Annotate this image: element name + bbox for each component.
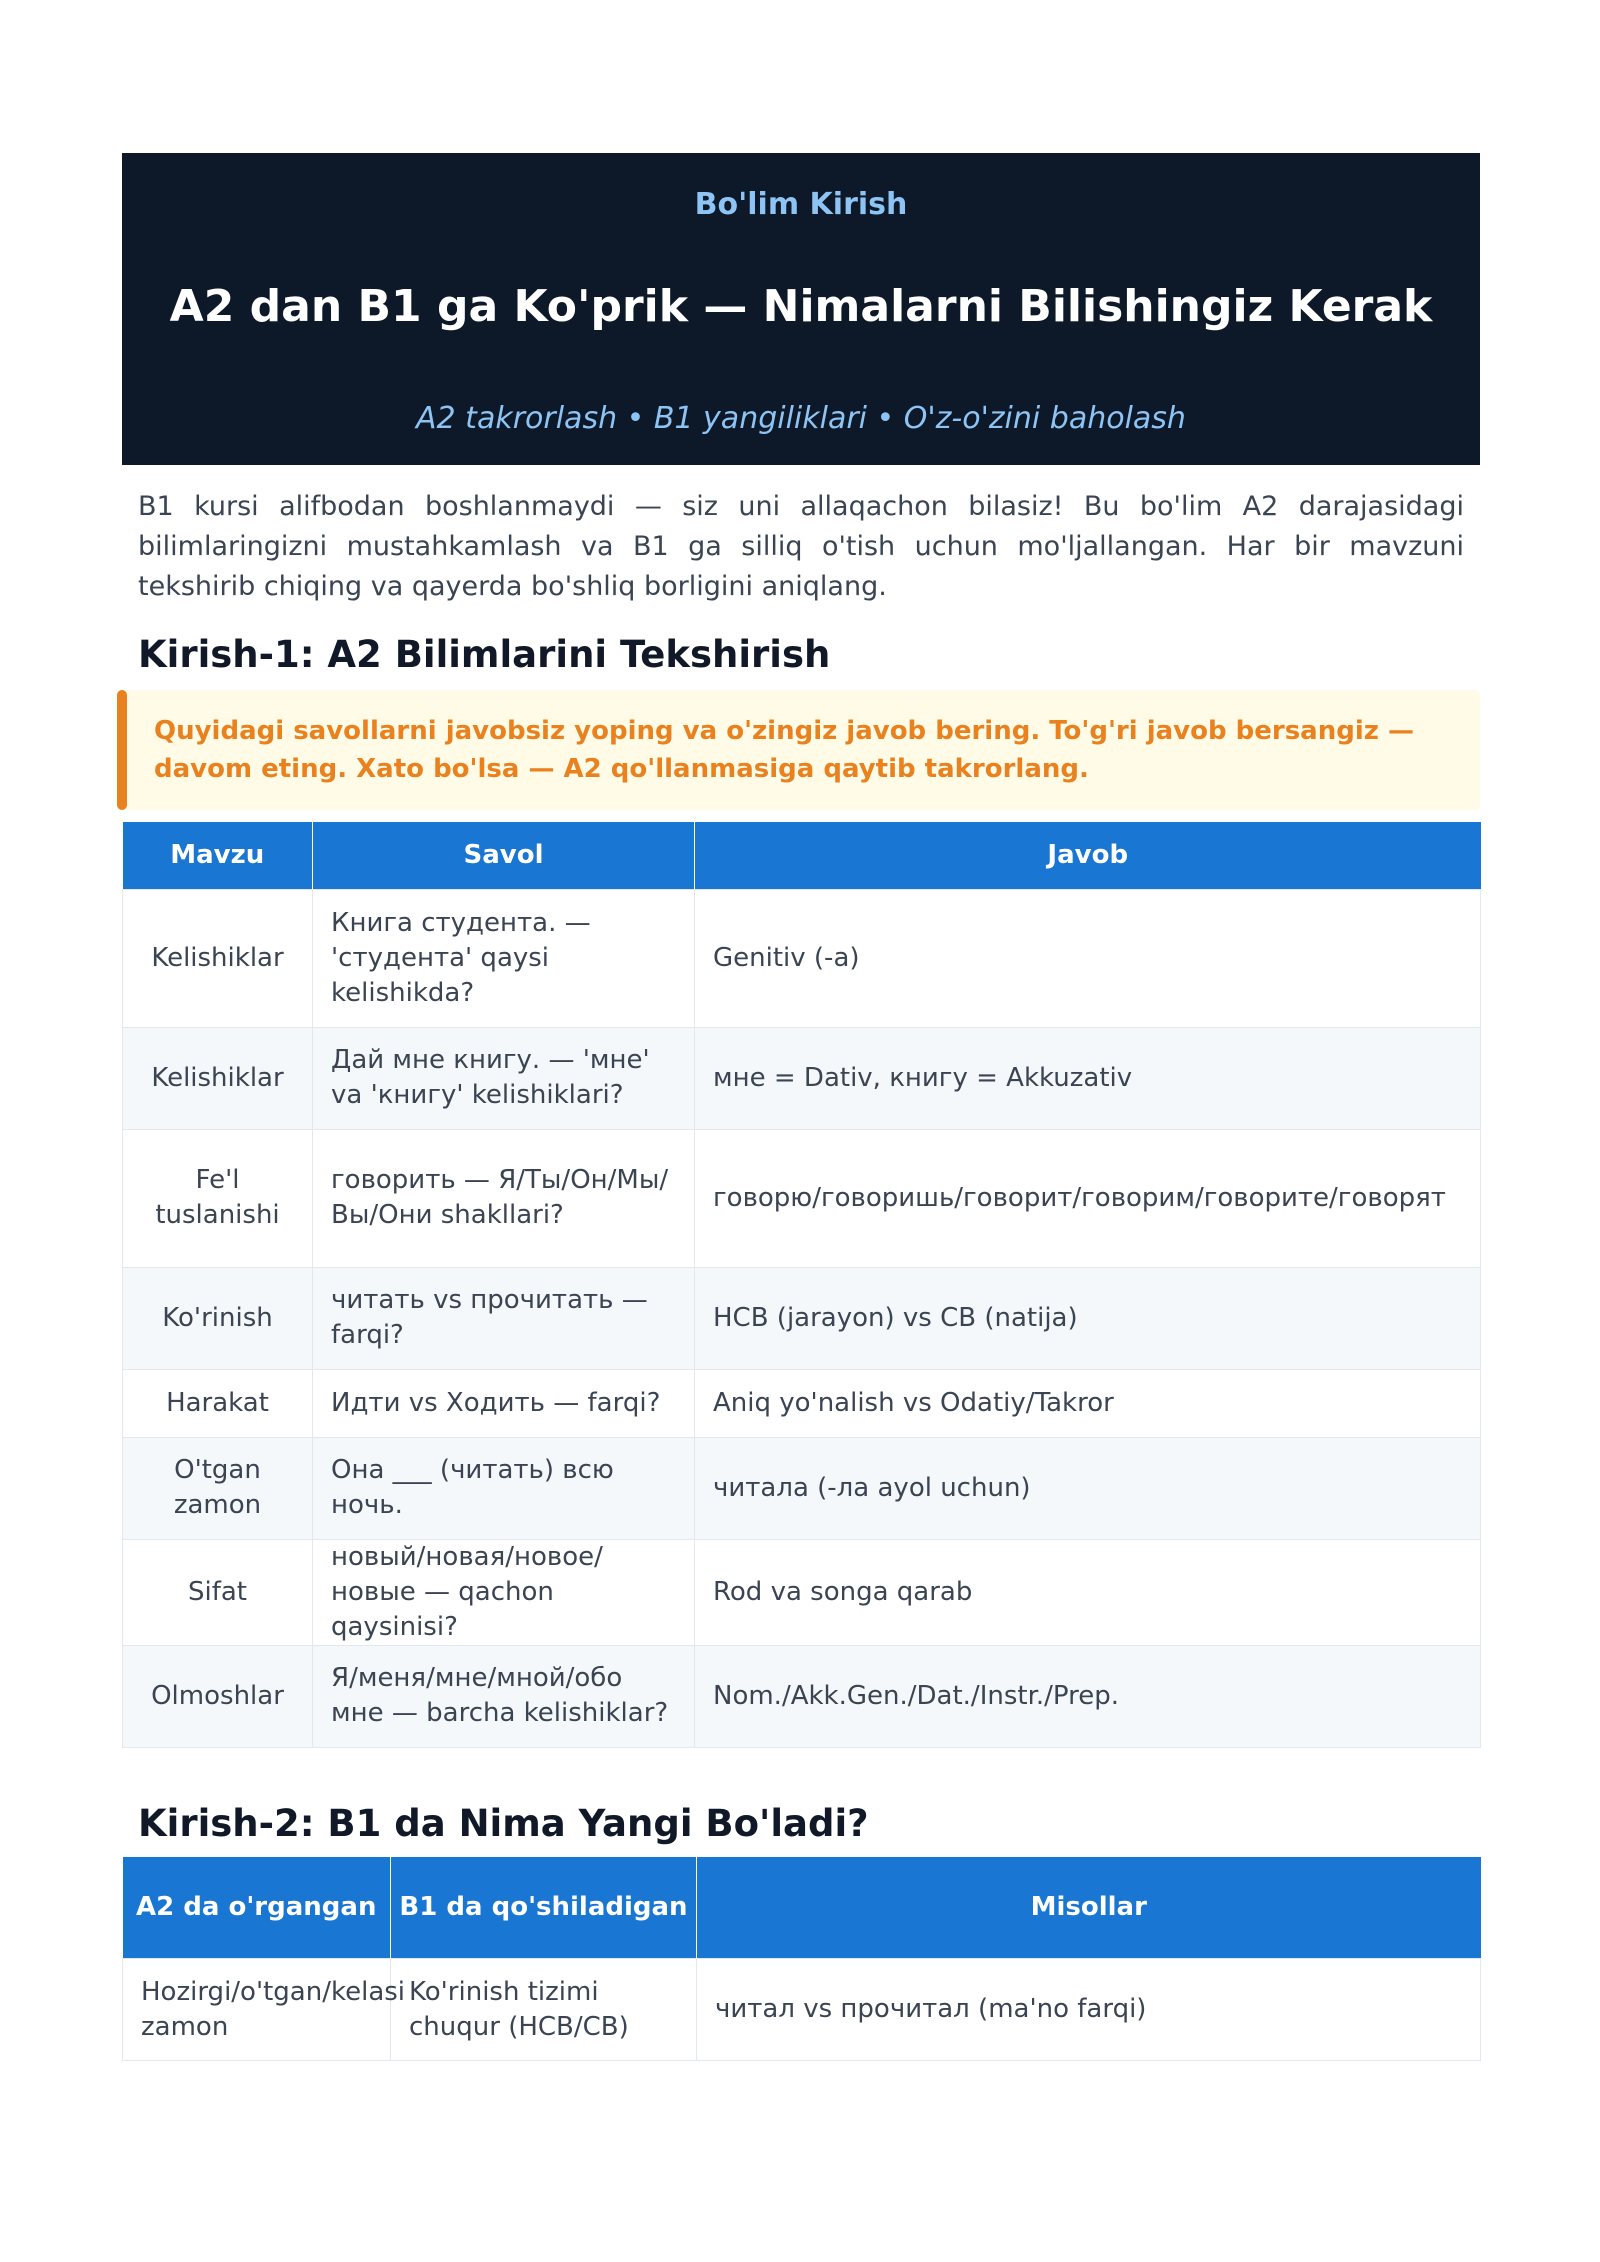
topic-cell: Sifat (123, 1539, 313, 1645)
section2-heading: Kirish-2: B1 da Nima Yangi Bo'ladi? (138, 1801, 869, 1845)
column-header-b1-added: B1 da qo'shiladigan (391, 1857, 697, 1959)
table-row (123, 889, 1481, 1027)
answer-cell: мне = Dativ, книгу = Akkuzativ (695, 1027, 1481, 1129)
table-row (123, 1267, 1481, 1369)
callout-accent-bar (117, 690, 127, 810)
answer-cell: Nom./Akk.Gen./Dat./Instr./Prep. (695, 1645, 1481, 1747)
table-header-row (123, 822, 1481, 889)
column-header-a2-learned: A2 da o'rgangan (123, 1857, 391, 1959)
table-row (123, 1027, 1481, 1129)
column-header-examples: Misollar (697, 1857, 1481, 1959)
page-title: A2 dan B1 ga Ko'prik — Nimalarni Bilishingiz Kerak (169, 281, 1433, 332)
intro-paragraph: B1 kursi alifbodan boshlanmaydi — siz uni allaqachon bilasiz! Bu bo'lim A2 darajasidagi bilimlaringizni mustahkamlash va B1 ga silliq o'tish uchun mo'ljallangan. Har bir mavzuni tekshirib chiqing va qayerda bo'shliq borligini aniqlang. (138, 491, 1464, 602)
topic-cell: Kelishiklar (123, 889, 313, 1027)
question-cell: Она ___ (читать) всю ночь. (313, 1437, 695, 1539)
page-subtitle: A2 takrorlash • B1 yangiliklari • O'z-o'zini baholash (416, 401, 1186, 436)
a2-learned-cell: Hozirgi/o'tgan/kelasi zamon (123, 1959, 391, 2061)
topic-cell: Harakat (123, 1369, 313, 1437)
table-row (123, 1959, 1481, 2061)
table-header-row (123, 1857, 1481, 1959)
b1-added-cell: Ko'rinish tizimi chuqur (НСВ/СВ) (391, 1959, 697, 2061)
question-cell: читать vs прочитать — farqi? (313, 1267, 695, 1369)
topic-cell: Olmoshlar (123, 1645, 313, 1747)
table-row (123, 1539, 1481, 1645)
topic-cell: O'tgan zamon (123, 1437, 313, 1539)
section-kicker: Bo'lim Kirish (694, 187, 908, 222)
question-cell: Идти vs Ходить — farqi? (313, 1369, 695, 1437)
instruction-callout (122, 690, 1480, 810)
table-row (123, 1369, 1481, 1437)
question-cell: Дай мне книгу. — 'мне' va 'книгу' kelishiklari? (313, 1027, 695, 1129)
table-row (123, 1437, 1481, 1539)
topic-cell: Kelishiklar (123, 1027, 313, 1129)
table-row (123, 1645, 1481, 1747)
answer-cell: НСВ (jarayon) vs СВ (natija) (695, 1267, 1481, 1369)
a2-check-table (122, 822, 1481, 1748)
section1-heading: Kirish-1: A2 Bilimlarini Tekshirish (138, 633, 831, 676)
question-cell: говорить — Я/Ты/Он/Мы/Вы/Они shakllari? (313, 1129, 695, 1267)
question-cell: новый/новая/новое/новые — qachon qaysinisi? (313, 1539, 695, 1645)
table-row (123, 1129, 1481, 1267)
column-header-answer: Javob (695, 822, 1481, 889)
answer-cell: читала (-ла ayol uchun) (695, 1437, 1481, 1539)
column-header-question: Savol (313, 822, 695, 889)
answer-cell: Aniq yo'nalish vs Odatiy/Takror (695, 1369, 1481, 1437)
topic-cell: Ko'rinish (123, 1267, 313, 1369)
topic-cell: Fe'l tuslanishi (123, 1129, 313, 1267)
b1-new-table (122, 1857, 1481, 2062)
callout-text: Quyidagi savollarni javobsiz yoping va o'zingiz javob bering. To'g'ri javob bersangiz — davom eting. Xato bo'lsa — A2 qo'llanmasiga qaytib takrorlang. (154, 716, 1414, 784)
column-header-topic: Mavzu (123, 822, 313, 889)
section-header-banner (122, 153, 1480, 465)
answer-cell: Genitiv (-a) (695, 889, 1481, 1027)
question-cell: Я/меня/мне/мной/обо мне — barcha kelishiklar? (313, 1645, 695, 1747)
answer-cell: говорю/говоришь/говорит/говорим/говорите/говорят (695, 1129, 1481, 1267)
answer-cell: Rod va songa qarab (695, 1539, 1481, 1645)
examples-cell: читал vs прочитал (ma'no farqi) (697, 1959, 1481, 2061)
content (122, 153, 1480, 2061)
question-cell: Книга студента. — 'студента' qaysi kelishikda? (313, 889, 695, 1027)
